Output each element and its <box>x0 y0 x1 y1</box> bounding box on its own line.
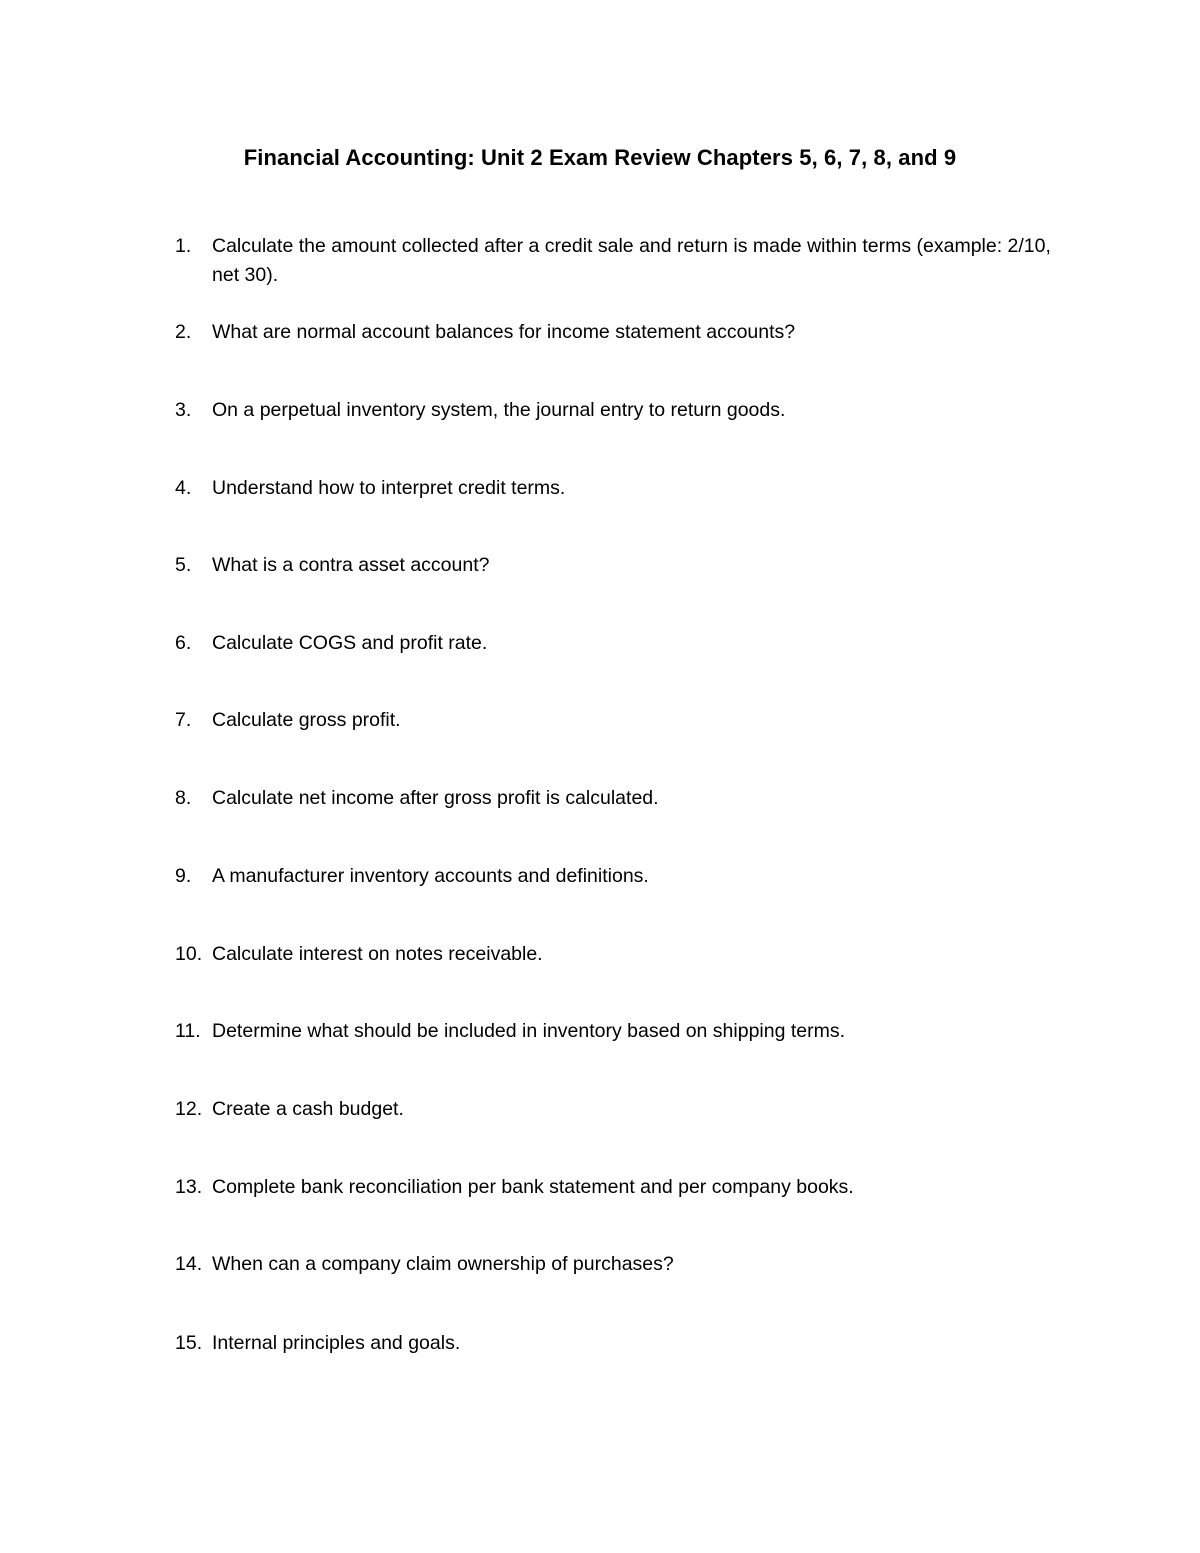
item-text: Calculate the amount collected after a credit sale and return is made within terms (example: 2/10, net 30). <box>212 235 1051 286</box>
item-text: When can a company claim ownership of purchases? <box>212 1253 674 1275</box>
item-text: What is a contra asset account? <box>212 554 490 576</box>
list-item <box>175 318 1055 347</box>
item-text: Calculate net income after gross profit is calculated. <box>212 787 659 809</box>
item-number: 15. <box>175 1332 203 1354</box>
list-item <box>175 706 1055 735</box>
document-title: Financial Accounting: Unit 2 Exam Review Chapters 5, 6, 7, 8, and 9 <box>243 145 957 170</box>
list-item <box>175 551 1055 580</box>
item-number: 8. <box>175 787 192 809</box>
item-number: 1. <box>175 235 192 257</box>
item-text: Determine what should be included in inventory based on shipping terms. <box>212 1020 846 1042</box>
list-item <box>175 232 1055 290</box>
item-text: Calculate gross profit. <box>212 709 401 731</box>
item-text: Complete bank reconciliation per bank statement and per company books. <box>212 1176 854 1198</box>
list-item <box>175 396 1055 425</box>
item-number: 14. <box>175 1253 203 1275</box>
item-number: 6. <box>175 632 192 654</box>
list-item <box>175 862 1055 891</box>
item-number: 9. <box>175 865 192 887</box>
item-text: Calculate interest on notes receivable. <box>212 943 543 965</box>
item-number: 10. <box>175 943 203 965</box>
list-item <box>175 940 1055 969</box>
list-item <box>175 1173 1055 1202</box>
list-item <box>175 1250 1055 1279</box>
item-number: 3. <box>175 399 192 421</box>
item-number: 12. <box>175 1098 203 1120</box>
item-text: Understand how to interpret credit terms. <box>212 477 566 499</box>
item-text: Create a cash budget. <box>212 1098 404 1120</box>
list-item <box>175 1017 1055 1046</box>
item-number: 2. <box>175 321 192 343</box>
list-item <box>175 784 1055 813</box>
item-number: 5. <box>175 554 192 576</box>
list-item <box>175 629 1055 658</box>
item-number: 11. <box>175 1020 201 1042</box>
list-item <box>175 1329 1055 1358</box>
item-text: On a perpetual inventory system, the journal entry to return goods. <box>212 399 786 421</box>
item-number: 4. <box>175 477 192 499</box>
item-number: 13. <box>175 1176 203 1198</box>
item-text: Calculate COGS and profit rate. <box>212 632 488 654</box>
list-item <box>175 1095 1055 1124</box>
item-text: Internal principles and goals. <box>212 1332 461 1354</box>
item-text: A manufacturer inventory accounts and definitions. <box>212 865 649 887</box>
list-item <box>175 474 1055 503</box>
item-text: What are normal account balances for income statement accounts? <box>212 321 796 343</box>
item-number: 7. <box>175 709 192 731</box>
